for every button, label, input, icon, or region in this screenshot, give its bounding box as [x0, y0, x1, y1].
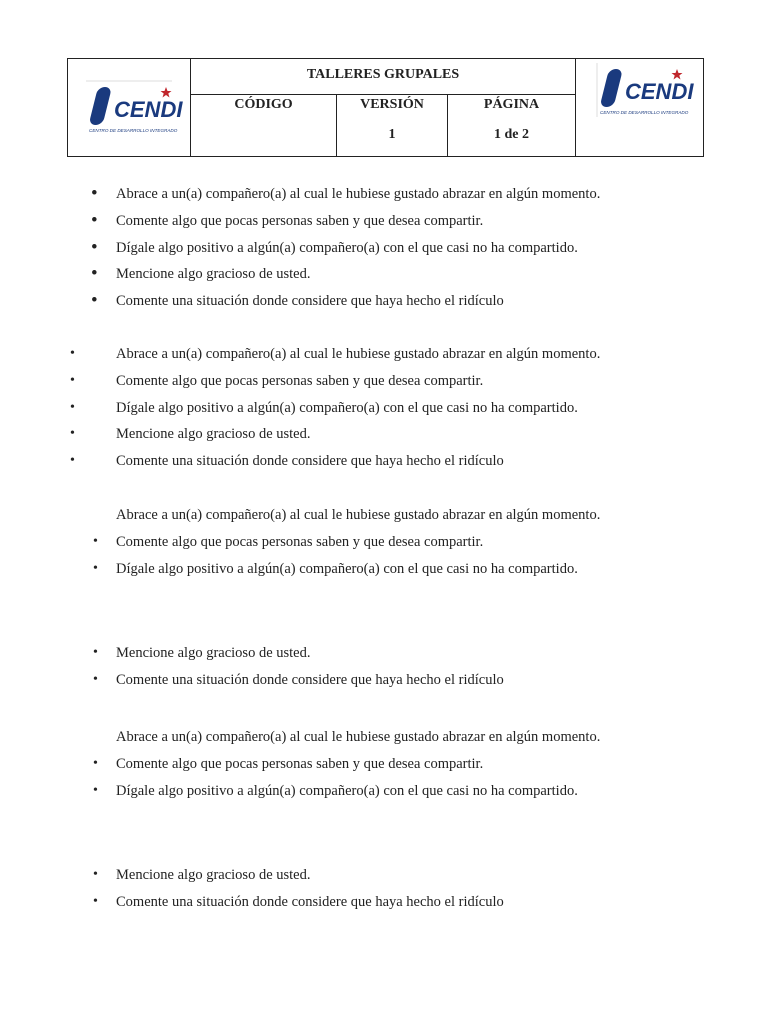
list-item-text: Dígale algo positivo a algún(a) compañero(a) con el que casi no ha compartido. [116, 399, 578, 416]
list-item-text: Comente una situación donde considere que haya hecho el ridículo [116, 671, 504, 688]
list-item [0, 368, 768, 395]
logo-subtitle: CENTRO DE DESARROLLO INTEGRADO [89, 128, 178, 133]
list-item [0, 862, 768, 889]
bullet-icon: • [93, 893, 98, 909]
logo-cell-left [68, 59, 191, 157]
logo-text: CENDI [114, 97, 183, 122]
bullet-list-4b [0, 862, 768, 916]
logo-subtitle: CENTRO DE DESARROLLO INTEGRADO [599, 110, 688, 115]
bullet-icon: • [70, 372, 75, 388]
pagina-value: 1 de 2 [494, 127, 530, 142]
pagina-label: PÁGINA [483, 97, 540, 112]
bullet-icon: • [93, 560, 98, 576]
version-value: 1 [388, 127, 396, 142]
bullet-icon: • [70, 426, 75, 442]
header-title: TALLERES GRUPALES [191, 59, 576, 95]
bullet-icon: • [93, 782, 98, 798]
list-item-text: Comente algo que pocas personas saben y que desea compartir. [116, 372, 484, 389]
bullet-icon: • [91, 209, 98, 231]
list-item [0, 288, 768, 315]
list-item-text: Abrace a un(a) compañero(a) al cual le hubiese gustado abrazar en algún momento. [116, 507, 601, 523]
bullet-icon: • [93, 645, 98, 660]
bullet-list-4a [0, 724, 768, 804]
list-item [0, 235, 768, 262]
list-item [0, 421, 768, 448]
list-item-text: Comente algo que pocas personas saben y que desea compartir. [116, 755, 484, 772]
list-item-text: Dígale algo positivo a algún(a) compañero(a) con el que casi no ha compartido. [116, 239, 578, 256]
list-item [0, 778, 768, 805]
list-item [0, 502, 768, 529]
bullet-icon: • [91, 290, 98, 312]
list-item [0, 261, 768, 288]
list-item [0, 751, 768, 778]
bullet-icon: • [70, 453, 75, 469]
list-item [0, 640, 768, 667]
bullet-icon: • [91, 236, 98, 258]
list-item [0, 529, 768, 556]
cendi-logo-right [597, 61, 693, 119]
bullet-icon: • [70, 399, 75, 415]
codigo-label: CÓDIGO [234, 97, 293, 112]
list-item [0, 448, 768, 475]
cendi-logo-left [86, 79, 183, 137]
list-item [0, 395, 768, 422]
list-item [0, 556, 768, 583]
list-item-text: Comente una situación donde considere que haya hecho el ridículo [116, 893, 504, 910]
list-item-text: Dígale algo positivo a algún(a) compañero(a) con el que casi no ha compartido. [116, 782, 578, 799]
list-item [0, 181, 768, 208]
bullet-icon: • [91, 183, 98, 204]
bullet-list-1 [0, 181, 768, 315]
list-item-text: Mencione algo gracioso de usted. [116, 426, 311, 443]
bullet-icon: • [70, 346, 75, 361]
bullet-icon: • [93, 533, 98, 549]
version-label: VERSIÓN [360, 97, 424, 112]
list-item-text: Comente algo que pocas personas saben y que desea compartir. [116, 533, 484, 550]
list-item [0, 341, 768, 368]
star-icon [671, 69, 682, 80]
document-header-table [67, 58, 704, 157]
list-item-text: Mencione algo gracioso de usted. [116, 867, 311, 883]
bullet-icon: • [93, 755, 98, 771]
list-item-text: Comente algo que pocas personas saben y que desea compartir. [116, 212, 484, 229]
logo-text: CENDI [624, 79, 693, 104]
list-item-text: Mencione algo gracioso de usted. [116, 266, 311, 283]
bullet-icon: • [93, 671, 98, 687]
bullet-list-2 [0, 341, 768, 475]
star-icon [161, 87, 172, 98]
bullet-list-3b [0, 640, 768, 694]
list-item [0, 667, 768, 694]
version-cell [337, 95, 448, 157]
list-item-text: Comente una situación donde considere que haya hecho el ridículo [116, 293, 504, 310]
logo-cell-right [576, 59, 704, 157]
bullet-icon: • [93, 867, 98, 882]
codigo-cell [191, 95, 337, 157]
list-item-text: Abrace a un(a) compañero(a) al cual le hubiese gustado abrazar en algún momento. [116, 186, 601, 202]
list-item-text: Dígale algo positivo a algún(a) compañero(a) con el que casi no ha compartido. [116, 560, 578, 577]
pagina-cell [448, 95, 576, 157]
list-item [0, 889, 768, 916]
list-item-text: Abrace a un(a) compañero(a) al cual le hubiese gustado abrazar en algún momento. [116, 729, 601, 745]
list-item [0, 724, 768, 751]
list-item [0, 208, 768, 235]
list-item-text: Comente una situación donde considere que haya hecho el ridículo [116, 453, 504, 470]
list-item-text: Abrace a un(a) compañero(a) al cual le hubiese gustado abrazar en algún momento. [116, 346, 601, 362]
bullet-icon: • [91, 263, 98, 285]
list-item-text: Mencione algo gracioso de usted. [116, 645, 311, 661]
bullet-list-3a [0, 502, 768, 582]
